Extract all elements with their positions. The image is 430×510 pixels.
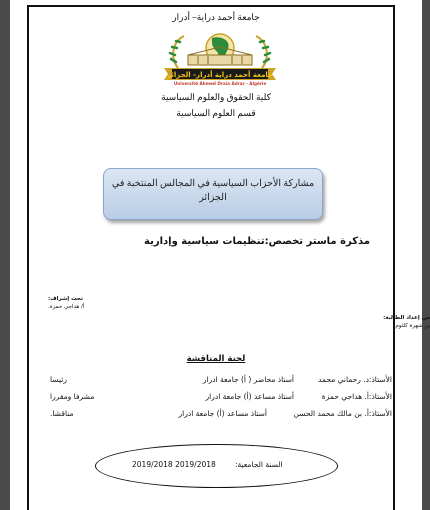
logo-latin-name: Université Ahmed Draïa Adrar - Algérie: [173, 81, 267, 86]
logo-arabic-name: جامعة أحمد دراية أدرار- الجزائر: [166, 71, 274, 79]
member-name: الأستاذ:د. رحماني محمد: [318, 375, 392, 384]
member-rank: أستاذ محاضر ( أ) جامعة ادرار: [202, 375, 294, 384]
academic-year-label: السنة الجامعية:: [235, 460, 283, 469]
memo-title: مذكرة ماستر تخصص:تنظيمات سياسية وإدارية: [144, 236, 370, 247]
student-name: بن شهرة كلثوم: [395, 323, 430, 329]
academic-year-value: 2019/2018 2019/2018: [132, 460, 216, 469]
supervisor-name: أ/ هداجي حمزة.: [48, 304, 85, 310]
document-page: [10, 0, 430, 510]
faculty-name: كلية الحقوق والعلوم السياسية: [161, 92, 271, 102]
member-name: الأستاذ:أ. بن مالك محمد الحسن: [293, 409, 392, 418]
member-rank: أستاذ مساعد (أ) جامعة ادرار: [205, 392, 294, 401]
supervision-label: تحت إشراف:: [48, 296, 83, 302]
prepared-label: من إعداد الطالبة:: [383, 315, 430, 321]
member-name: الأستاذ:أ. هداجي حمزة: [321, 392, 392, 401]
thesis-title-box: [103, 168, 323, 220]
thesis-title: مشاركة الأحزاب السياسية في المجالس المنتخبة في الجزائر: [111, 179, 315, 203]
university-logo: [158, 28, 282, 86]
committee-title: لجنة المناقشة: [186, 354, 246, 364]
department-name: قسم العلوم السياسية: [176, 108, 256, 118]
member-role: مشرفا ومقررا: [50, 392, 95, 401]
member-role: رئيسا: [50, 375, 67, 384]
member-role: مناقشا.: [50, 409, 74, 418]
university-name: جامعة أحمد دراية– أدرار: [172, 12, 260, 22]
member-rank: أستاذ مساعد (أ) جامعة ادرار: [178, 409, 267, 418]
